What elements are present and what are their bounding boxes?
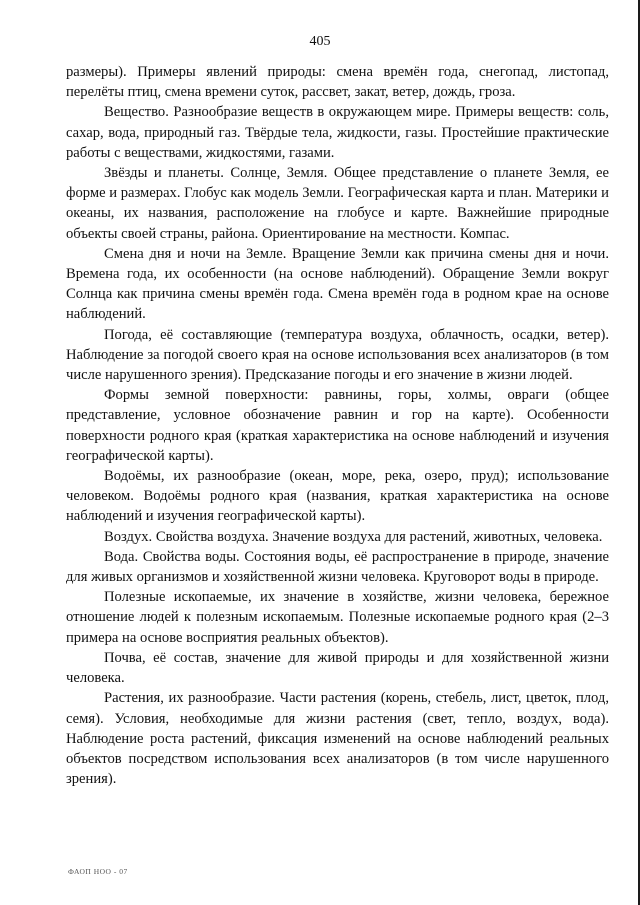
paragraph-day-night: Смена дня и ночи на Земле. Вращение Земли как причина смены дня и ночи. Времена года, их особенности (на основе наблюдений). Обращение Земли вокруг Солнца как причина смены времён года. Смена времён года в родном крае на основе наблюдений. bbox=[66, 245, 609, 323]
paragraph-minerals: Полезные ископаемые, их значение в хозяйстве, жизни человека, бережное отношение людей к полезным ископаемым. Полезные ископаемые родного края (2–3 примера на основе восприятия реальных объектов). bbox=[66, 589, 609, 646]
paragraph-plants: Растения, их разнообразие. Части растения (корень, стебель, лист, цветок, плод, семя). Условия, необходимые для жизни растения (свет, тепло, воздух, вода). Наблюдение роста растений, фиксация изменений на основе наблюдений реальных объектов посредством использования всех анализаторов (в том числе нарушенного зрения). bbox=[66, 690, 609, 788]
paragraph-water: Вода. Свойства воды. Состояния воды, её распространение в природе, значение для живых организмов и хозяйственной жизни человека. Круговорот воды в природе. bbox=[66, 548, 609, 586]
paragraph-weather: Погода, её составляющие (температура воздуха, облачность, осадки, ветер). Наблюдение за погодой своего края на основе использования всех анализаторов (в том числе нарушенного зрения). Предсказание погоды и его значение в жизни людей. bbox=[66, 326, 609, 384]
page-number: 405 bbox=[309, 34, 331, 49]
paragraph-air: Воздух. Свойства воздуха. Значение воздуха для растений, животных, человека. bbox=[104, 528, 603, 545]
paragraph-substance: Вещество. Разнообразие веществ в окружающем мире. Примеры веществ: соль, сахар, вода, природный газ. Твёрдые тела, жидкости, газы. Простейшие практические работы с веществами, жидкостями, газами. bbox=[66, 104, 609, 161]
body-text bbox=[66, 62, 609, 789]
paragraph-continuation: размеры). Примеры явлений природы: смена времён года, снегопад, листопад, перелёты птиц, смена времени суток, рассвет, закат, ветер, дождь, гроза. bbox=[66, 64, 609, 101]
paragraph-water-bodies: Водоёмы, их разнообразие (океан, море, река, озеро, пруд); использование человеком. Водоёмы родного края (названия, краткая характеристика на основе наблюдений и изучения географической карты). bbox=[66, 468, 609, 525]
paragraph-stars-planets: Звёзды и планеты. Солнце, Земля. Общее представление о планете Земля, ее форме и размерах. Глобус как модель Земли. Географическая карта и план. Материки и океаны, их названия, расположение на глобусе и карте. Важнейшие природные объекты своей страны, района. Ориентирование на местности. Компас. bbox=[66, 165, 609, 242]
footer-stamp: ФАОП НОО - 07 bbox=[68, 867, 128, 876]
paragraph-soil: Почва, её состав, значение для живой природы и для хозяйственной жизни человека. bbox=[66, 649, 609, 687]
paragraph-landforms: Формы земной поверхности: равнины, горы, холмы, овраги (общее представление, условное обозначение равнин и гор на карте). Особенности поверхности родного края (краткая характеристика на основе наблюдений и изучения географической карты). bbox=[66, 387, 609, 464]
